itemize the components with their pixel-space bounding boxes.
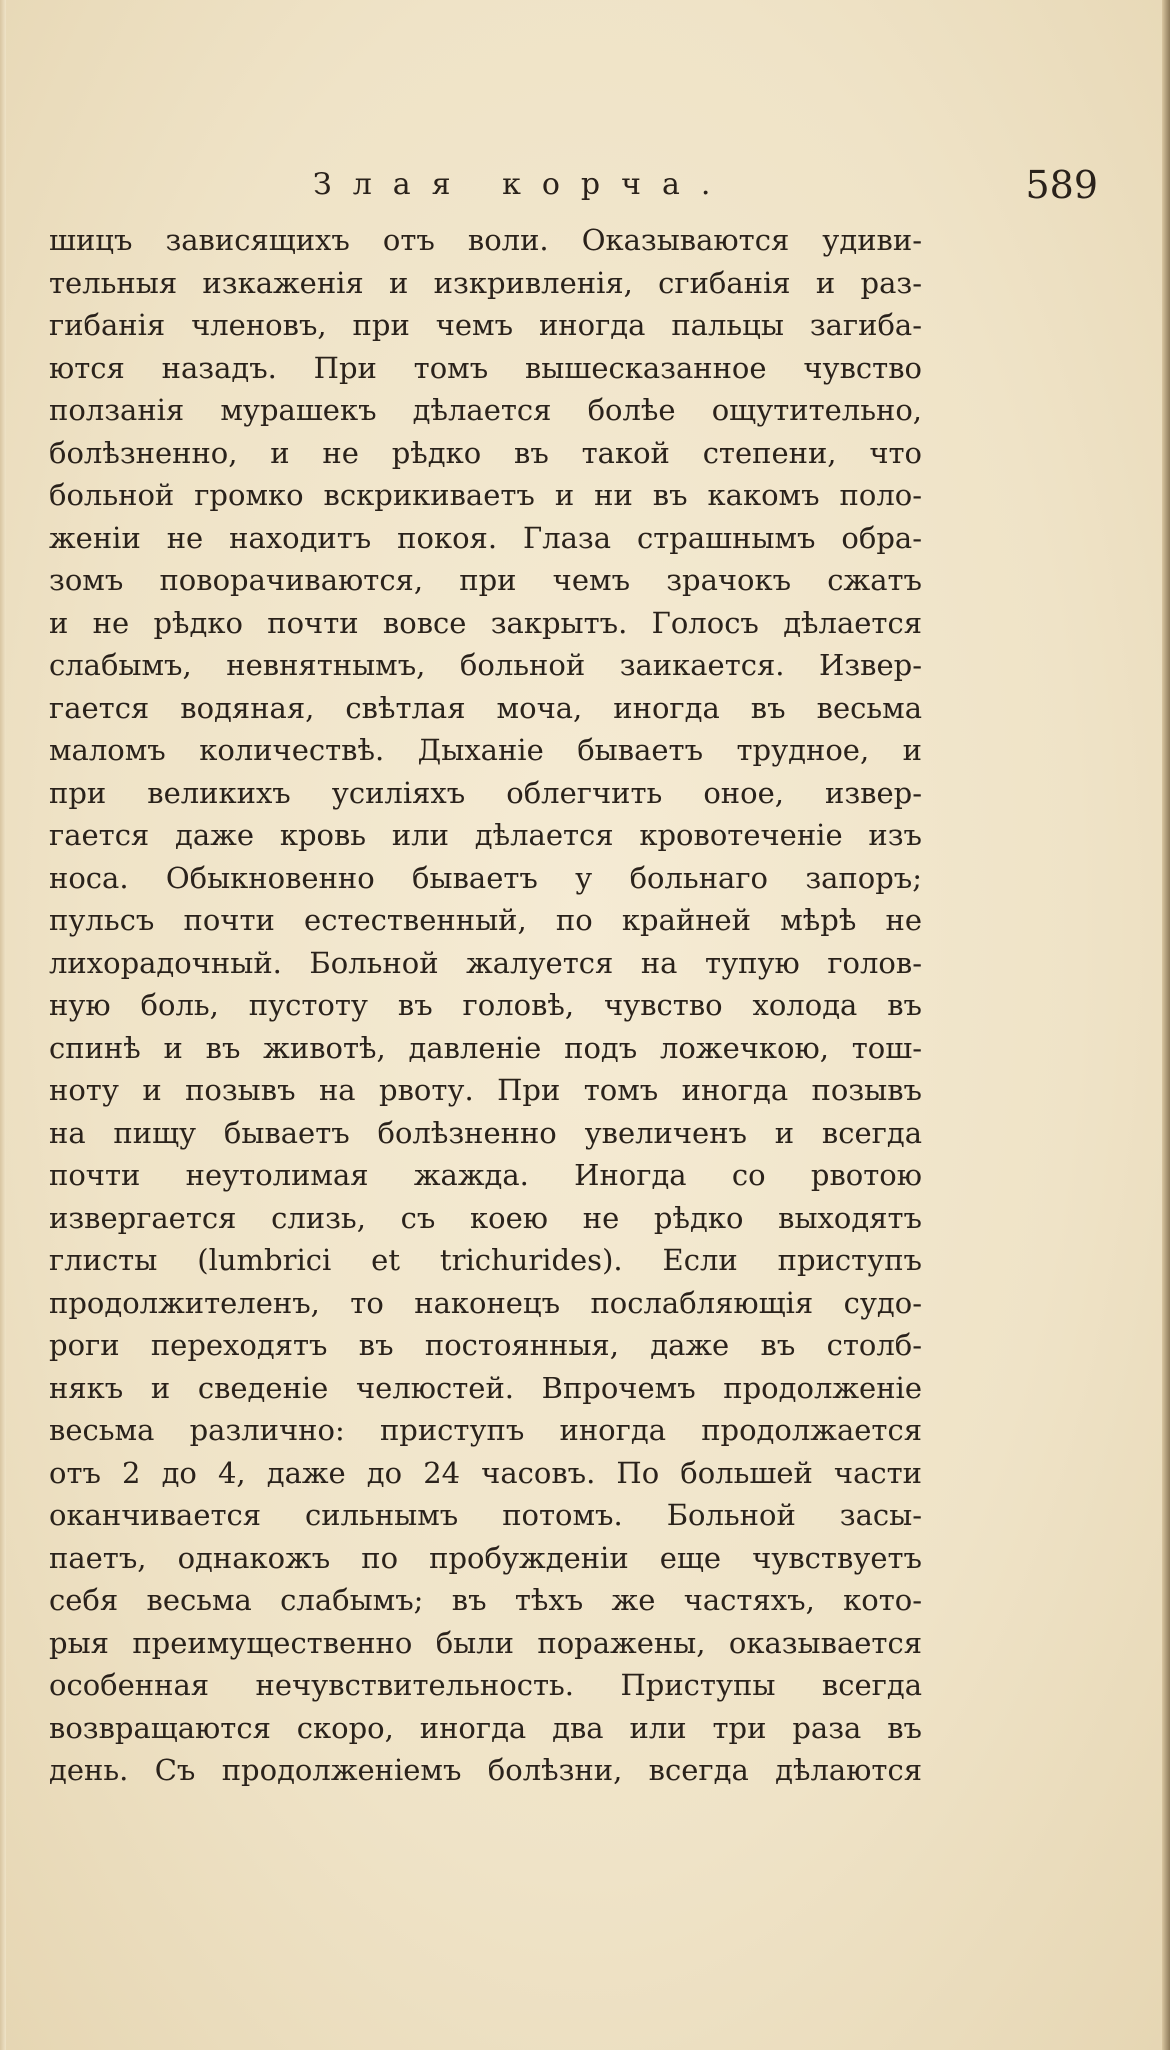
text-line: ную боль, пустоту въ головѣ, чувство холода въ (49, 988, 922, 1022)
text-line: женіи не находитъ покоя. Глаза страшнымъ обра- (49, 520, 922, 555)
text-line: продолжителенъ, то наконецъ послабляющія судо- (49, 1285, 922, 1320)
text-line: гается водяная, свѣтлая моча, иногда въ весьма (49, 690, 922, 725)
text-line: зомъ поворачиваются, при чемъ зрачокъ сжатъ (49, 563, 922, 597)
text-line: спинѣ и въ животѣ, давленіе подъ ложечкою, тош- (49, 1030, 922, 1065)
text-line: больной громко вскрикиваетъ и ни въ какомъ поло- (49, 478, 922, 512)
page-left-edge (0, 0, 6, 2050)
text-line: почти неутолимая жажда. Иногда со рвотою (49, 1158, 922, 1192)
body-text (49, 219, 922, 1792)
text-line: особенная нечувствительность. Приступы всегда (49, 1668, 922, 1702)
text-line: и не рѣдко почти вовсе закрытъ. Голосъ дѣлается (49, 605, 922, 640)
text-line: слабымъ, невнятнымъ, больной заикается. Извер- (49, 648, 922, 682)
text-line: ползанія мурашекъ дѣлается болѣе ощутительно, (49, 393, 922, 427)
text-line: пульсъ почти естественный, по крайней мѣрѣ не (49, 903, 922, 937)
text-line: весьма различно: приступъ иногда продолжается (49, 1413, 922, 1447)
text-line: болѣзненно, и не рѣдко въ такой степени, что (49, 435, 922, 470)
text-line: носа. Обыкновенно бываетъ у больнаго запоръ; (49, 860, 922, 895)
page-right-edge (1162, 0, 1170, 2050)
page-header (48, 158, 1128, 212)
text-line: день. Съ продолженіемъ болѣзни, всегда дѣлаются (49, 1753, 922, 1787)
text-line: себя весьма слабымъ; въ тѣхъ же частяхъ, кото- (49, 1583, 922, 1617)
text-line: ются назадъ. При томъ вышесказанное чувство (49, 350, 922, 385)
page-number: 589 (1025, 163, 1098, 207)
text-line: някъ и сведеніе челюстей. Впрочемъ продолженіе (49, 1370, 922, 1405)
text-line: оканчивается сильнымъ потомъ. Больной засы- (49, 1498, 922, 1532)
running-head: Злая корча. (313, 167, 732, 202)
text-line: отъ 2 до 4, даже до 24 часовъ. По большей части (49, 1455, 922, 1490)
text-line: паетъ, однакожъ по пробужденіи еще чувствуетъ (49, 1540, 922, 1575)
text-line: гибанія членовъ, при чемъ иногда пальцы загиба- (49, 308, 922, 342)
text-line: рыя преимущественно были поражены, оказывается (49, 1625, 922, 1660)
text-line: на пищу бываетъ болѣзненно увеличенъ и всегда (49, 1115, 922, 1150)
text-line: возвращаются скоро, иногда два или три раза въ (49, 1710, 922, 1745)
text-line: тельныя изкаженія и изкривленія, сгибанія и раз- (49, 265, 922, 300)
text-line: при великихъ усиліяхъ облегчить оное, извер- (49, 775, 922, 810)
text-line: извергается слизь, съ коею не рѣдко выходятъ (49, 1200, 922, 1235)
text-line: роги переходятъ въ постоянныя, даже въ столб- (49, 1328, 922, 1362)
text-line: глисты (lumbrici et trichurides). Если приступъ (49, 1243, 922, 1277)
text-line: гается даже кровь или дѣлается кровотеченіе изъ (49, 818, 922, 852)
text-line: ноту и позывъ на рвоту. При томъ иногда позывъ (49, 1073, 922, 1107)
text-line: лихорадочный. Больной жалуется на тупую голов- (49, 945, 922, 980)
text-line: шицъ зависящихъ отъ воли. Оказываются удиви- (49, 223, 922, 257)
text-line: маломъ количествѣ. Дыханіе бываетъ трудное, и (49, 733, 922, 767)
